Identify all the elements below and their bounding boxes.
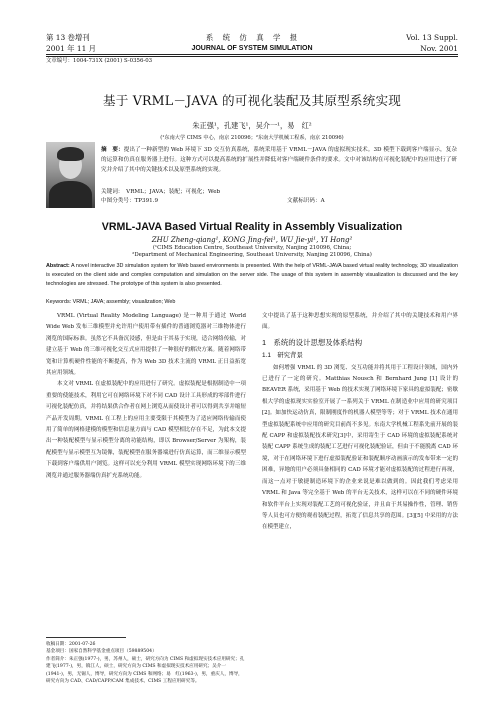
- journal-name-en: JOURNAL OF SYSTEM SIMULATION: [191, 45, 313, 52]
- author-photo: [46, 142, 95, 208]
- author-bio: 作者简介：朱正强(1977-)，男，苏州人，硕士，研究方向为 CIMS 和虚拟现实技术应用研究；孔建飞(1977-)，男，镇江人，硕士，研究方向为 CIMS 和虚拟现实技术应用研究；吴介一(1941-)，男，无锡人，博导，研究方向为 CIMS 和网络；易 红(1963-)，男，重庆人，博导，研究方向为 CAD、CAD/CAPP/CAM 集成技术、CIMS 工程应用研究等。: [46, 656, 245, 685]
- document-code: 文献标识码：A: [287, 198, 325, 204]
- keywords-cn: 关键词： VRML；JAVA；装配；可视化；Web: [101, 189, 221, 195]
- keywords-en: Keywords: VRML; JAVA; assembly; visualization; Web: [46, 299, 176, 305]
- body-paragraph: VRML (Virtual Reality Modeling Language) 是一种用于通过 World Wide Web 发布三维模型并允许用户使用带有插件的普通浏览器对三维物体进行浏览的国际标准。虽然它不具备沉浸感，但是由于其易于实现，适合网络传输，对建立基于 Web 的三维可视化交互式应用提供了一种很好的解决方案。随着网络带宽和计算机硬件性能的不断提高，作为 Web 3D 技术主流的 VRML 正日益拓宽其应用领域。: [46, 313, 246, 377]
- volume-en: Vol. 13 Suppl.: [406, 33, 458, 42]
- paper-title: 基于 VRML－JAVA 的可视化装配及其原型系统实现: [102, 93, 402, 108]
- class-number: 中图分类号：TP391.9: [101, 198, 159, 204]
- body-paragraph: 本文对 VRML 在虚拟装配中的应用进行了研究。虚拟装配是根据制造中一项重要的使能技术，利用它可在网络环境下对不同 CAD 设计工具形成的零部件进行可视化装配仿真，并将结果供合作者在网上浏览从而使设计者可以得到共享并缩短产品开发周期。VRML 在工程上的应用主要受限于其模型为了适应网络传输而使用了简单的网格建模的模型和信息量方面与 CAD 模型相比存在不足，为此本文提出一种装配模型与显示模型分离的功能结构，即以 Browser/Server 为架构，装配模型与显示模型互为镜像，装配模型在服务器端进行仿真运算，而三维显示模型下载到客户端供用户浏览。这样可以充分利用 VRML 模型实现网络环境下的三维浏览并通过服务器端仿真扩充系统功能。: [46, 381, 246, 479]
- affiliation-en-1: (¹CIMS Education Centre, Southeast University, Nanjing 210096, China;: [152, 245, 352, 251]
- authors-en: ZHU Zheng-qiang¹, KONG Jing-fei¹, WU Jie-yi¹, YI Hong²: [151, 236, 353, 244]
- footnote: [46, 641, 246, 685]
- body-paragraph: 文中提出了基于这种思想实现的原型系统，并介绍了其中的关键技术和用户界面。: [262, 313, 458, 331]
- subsection-heading: 1.1 研究背景: [262, 352, 303, 360]
- authors-cn: 朱正强¹，孔建飞¹，吴介一¹，易 红²: [192, 121, 312, 130]
- date-en: Nov. 2001: [420, 44, 458, 53]
- abstract-cn-text: 提出了一种新型的 Web 环境下 3D 交互仿真系统，系统采用基于 VRML－JAVA 的虚拟现实技术。3D 模型下载到客户端显示，复杂的运算和仿真在服务器上进行。这种方式可以提高系统的扩展性并降低对客户端硬件条件的要求。文中对该结构在可视化装配中的应用进行了研究并介绍了其中的关键技术以及原型系统的实现。: [101, 147, 457, 174]
- volume-cn: 第 13 卷增刊: [46, 33, 90, 42]
- classification-row: [101, 196, 457, 204]
- journal-name-cn: 系 统 仿 真 学 报: [205, 33, 299, 42]
- body-right-column: [262, 311, 458, 534]
- header-rule-bottom: [46, 56, 458, 57]
- abstract-en-label: Abstract:: [46, 263, 70, 269]
- abstract-cn: [101, 145, 457, 176]
- affiliation-cn: (¹东南大学 CIMS 中心，南京 210096；²东南大学机械工程系，南京 210096): [160, 135, 344, 141]
- abstract-en: [46, 262, 458, 290]
- footnote-rule: [46, 637, 126, 638]
- body-paragraph: 如何增强 VRML 的 3D 浏览、交互功能并将其用于工程设计领域，国内外已进行了一定的研究。Matthias Nousch 和 Bernhard Jung [1] 设计的 BEAVER 系统，采用基于 Web 的技术实现了网络环境下家具的虚拟装配；密歇根大学的虚拟现实实验室开展了一系列关于 VRML 在制造业中应用的研究项目[2]。如加快运动仿真，限制刚度作的机器人模型等等；对于 VRML 技术在通用型虚拟装配系统中应用的研究目前尚不多见。东南大学机械工程系先前开展的装配 CAPP 和虚拟装配技术研究[3]中，采用寄生于 CAD 环境的虚拟装配系统对装配 CAPP 系统生成的装配工艺进行可视化装配验证，但由于不能脱离 CAD 环境，对于在网络环境下进行虚拟装配验证和装配顺序动画演示的发布带来一定的困难，异地的用户必须具备相同的 CAD 环境才能对虚拟装配的过程进行再现，而这一点对于敏捷制造环境下的企业来说是难以做到的。因此我们考虑采用 VRML 和 Java 等完全基于 Web 的平台无关技术，这样可以在不同的硬件环境和软件平台上实现对装配工艺的可视化验证，并且由于其易操作性，管理、销售等人员也可方便的观看装配过程，拓宽了信息共享的范围。[3][5] 中采用的方法在模型建立，: [262, 364, 458, 531]
- date-cn: 2001 年 11 月: [46, 44, 97, 53]
- abstract-en-text: A novel interactive 3D simulation system for Web based environments is presented. With the help of VRML-JAVA based virtual reality technology, 3D visualization is executed on the client side and complex computation and simulation on the server side. The usage of this system in assembly visualization is discussed and the key technologies are stressed. The prototype of this system is also presented.: [46, 263, 458, 288]
- affiliation-en-2: ²Department of Mechanical Engineering, Southeast University, Nanjing 210096, China): [132, 252, 372, 258]
- header-rule-top: [46, 54, 458, 55]
- body-left-column: [46, 311, 246, 482]
- abstract-cn-label: 摘 要：: [101, 147, 124, 153]
- paper-title-en: VRML-JAVA Based Virtual Reality in Assembly Visualization: [101, 221, 403, 233]
- fund-info: 基金项目：国家自然科学基金重点项目（59889504）: [46, 649, 157, 655]
- article-number: 文章编号：1004-731X (2001) S-0356-03: [46, 58, 153, 64]
- received-date: 收稿日期：2001-07-26: [46, 642, 96, 647]
- section-heading: 1 系统的设计思想及体系结构: [262, 337, 363, 347]
